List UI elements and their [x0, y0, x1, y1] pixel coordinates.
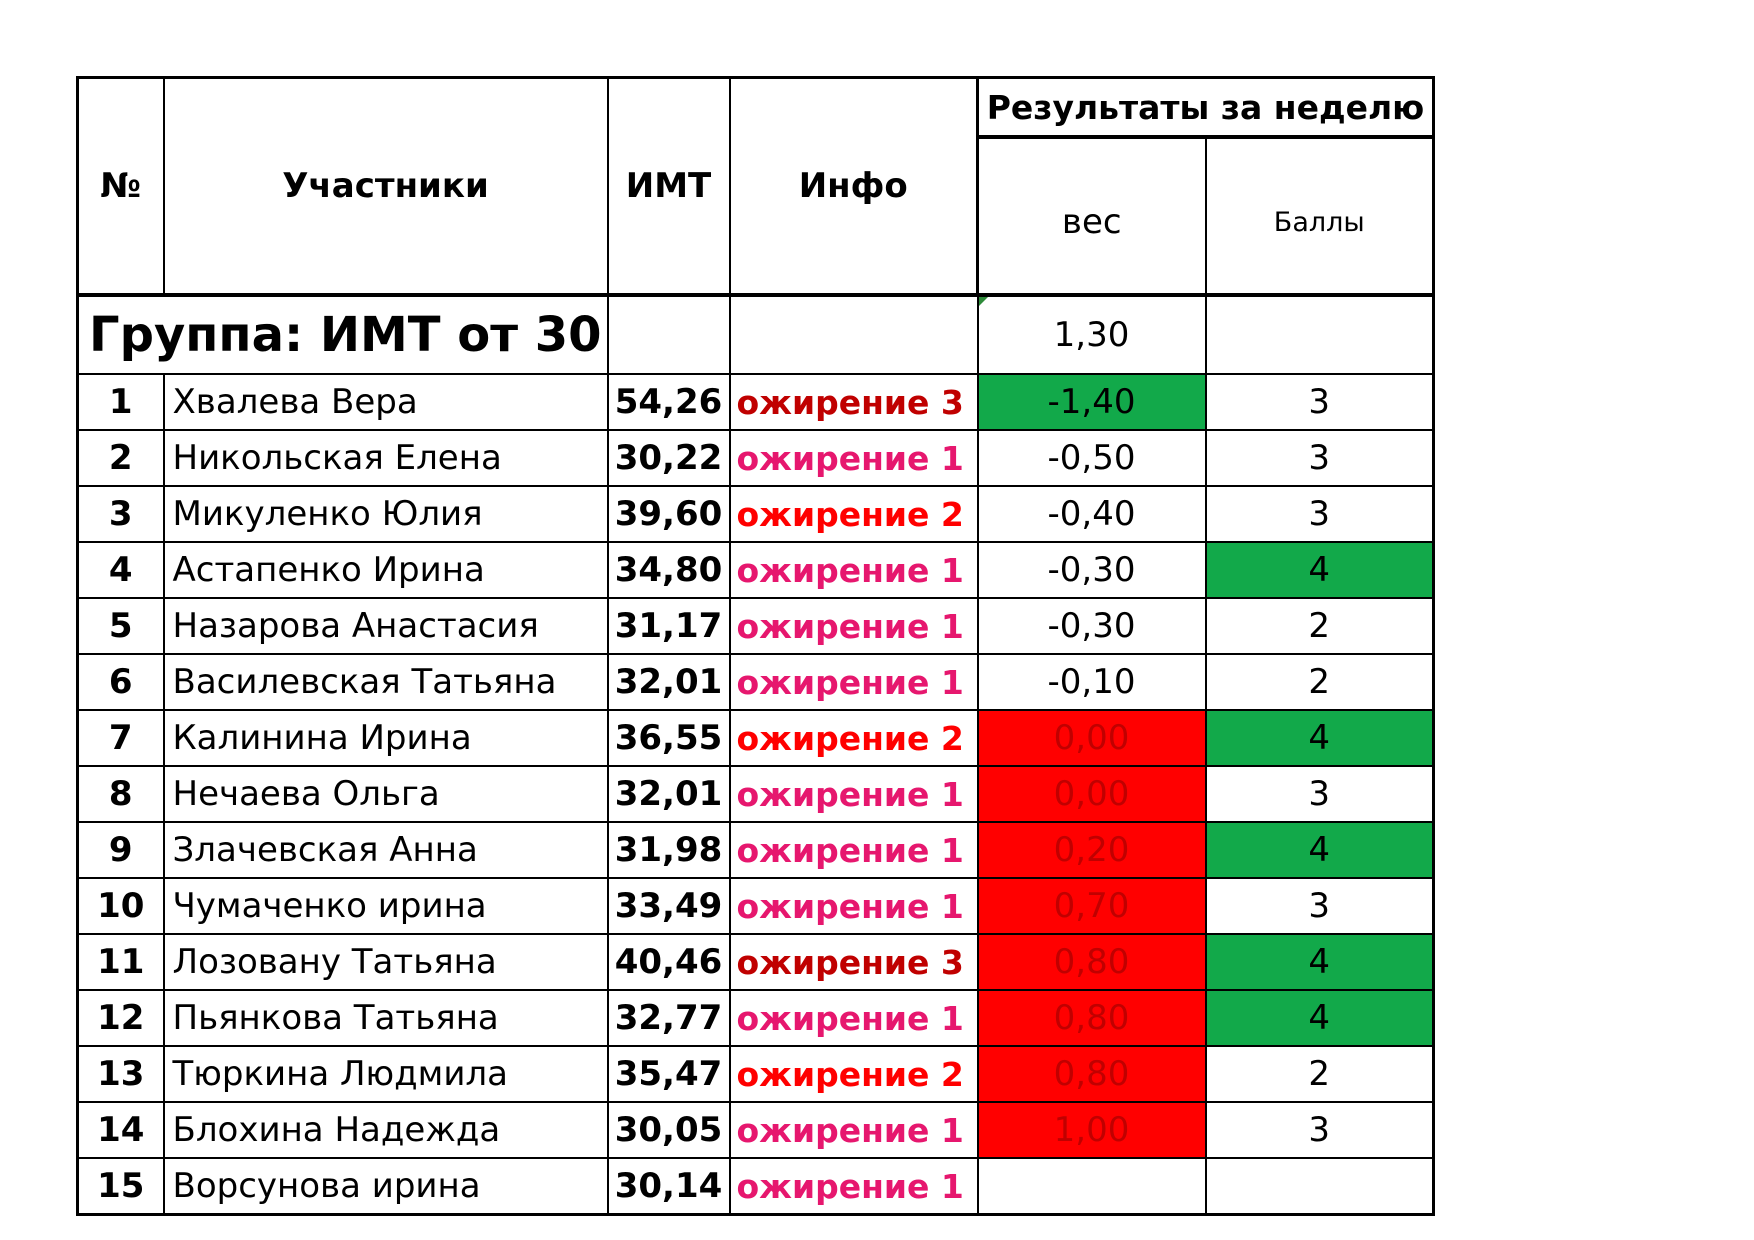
participant-name: Никольская Елена — [164, 430, 608, 486]
points-value: 4 — [1206, 710, 1434, 766]
weight-change: 1,00 — [978, 1102, 1206, 1158]
info-label: ожирение 2 — [730, 486, 978, 542]
points-value — [1206, 1158, 1434, 1215]
info-label: ожирение 1 — [730, 990, 978, 1046]
row-number: 8 — [78, 766, 164, 822]
group-info-cell — [730, 295, 978, 374]
table-row — [78, 542, 1434, 598]
table-row — [78, 654, 1434, 710]
weight-change: -0,10 — [978, 654, 1206, 710]
bmi-value: 40,46 — [608, 934, 730, 990]
participant-name: Тюркина Людмила — [164, 1046, 608, 1102]
row-number: 1 — [78, 374, 164, 430]
group-weight-cell — [978, 295, 1206, 374]
header-info: Инфо — [730, 78, 978, 296]
info-label: ожирение 1 — [730, 766, 978, 822]
group-title: Группа: ИМТ от 30 — [78, 295, 608, 374]
participant-name: Хвалева Вера — [164, 374, 608, 430]
points-value: 4 — [1206, 542, 1434, 598]
points-value: 3 — [1206, 430, 1434, 486]
info-label: ожирение 1 — [730, 598, 978, 654]
table-row — [78, 878, 1434, 934]
info-label: ожирение 3 — [730, 934, 978, 990]
bmi-value: 39,60 — [608, 486, 730, 542]
row-number: 12 — [78, 990, 164, 1046]
points-value: 2 — [1206, 598, 1434, 654]
weight-change: 0,70 — [978, 878, 1206, 934]
weight-change: 0,80 — [978, 990, 1206, 1046]
participant-name: Блохина Надежда — [164, 1102, 608, 1158]
points-value: 3 — [1206, 766, 1434, 822]
bmi-value: 30,22 — [608, 430, 730, 486]
info-label: ожирение 1 — [730, 822, 978, 878]
row-number: 9 — [78, 822, 164, 878]
table-row — [78, 766, 1434, 822]
table-row — [78, 486, 1434, 542]
participant-name: Василевская Татьяна — [164, 654, 608, 710]
weight-change: 0,00 — [978, 766, 1206, 822]
row-number: 15 — [78, 1158, 164, 1215]
header-points: Баллы — [1206, 137, 1434, 295]
participant-name: Калинина Ирина — [164, 710, 608, 766]
header-participants: Участники — [164, 78, 608, 296]
info-label: ожирение 2 — [730, 710, 978, 766]
weight-change: 0,80 — [978, 934, 1206, 990]
weight-change: -0,30 — [978, 598, 1206, 654]
bmi-value: 32,01 — [608, 766, 730, 822]
table-row — [78, 1158, 1434, 1215]
participant-name: Лозовану Татьяна — [164, 934, 608, 990]
bmi-value: 35,47 — [608, 1046, 730, 1102]
group-row — [78, 295, 1434, 374]
bmi-value: 32,01 — [608, 654, 730, 710]
info-label: ожирение 1 — [730, 1158, 978, 1215]
points-value: 3 — [1206, 1102, 1434, 1158]
bmi-value: 31,98 — [608, 822, 730, 878]
info-label: ожирение 1 — [730, 1102, 978, 1158]
header-bmi: ИМТ — [608, 78, 730, 296]
table-row — [78, 990, 1434, 1046]
weight-change: -0,40 — [978, 486, 1206, 542]
table-row — [78, 1046, 1434, 1102]
weight-change: 0,80 — [978, 1046, 1206, 1102]
participant-name: Злачевская Анна — [164, 822, 608, 878]
row-number: 4 — [78, 542, 164, 598]
participant-name: Назарова Анастасия — [164, 598, 608, 654]
header-weight: вес — [978, 137, 1206, 295]
info-label: ожирение 1 — [730, 878, 978, 934]
info-label: ожирение 1 — [730, 430, 978, 486]
points-value: 4 — [1206, 990, 1434, 1046]
info-label: ожирение 1 — [730, 654, 978, 710]
participant-name: Нечаева Ольга — [164, 766, 608, 822]
points-value: 4 — [1206, 934, 1434, 990]
points-value: 4 — [1206, 822, 1434, 878]
points-value: 2 — [1206, 654, 1434, 710]
bmi-value: 36,55 — [608, 710, 730, 766]
results-table — [76, 76, 1435, 1216]
participant-name: Чумаченко ирина — [164, 878, 608, 934]
row-number: 13 — [78, 1046, 164, 1102]
results-sheet — [76, 76, 1435, 1216]
participant-name: Пьянкова Татьяна — [164, 990, 608, 1046]
points-value: 3 — [1206, 374, 1434, 430]
points-value: 3 — [1206, 878, 1434, 934]
table-row — [78, 430, 1434, 486]
weight-change: -0,50 — [978, 430, 1206, 486]
group-points-cell — [1206, 295, 1434, 374]
cell-comment-marker — [979, 297, 988, 306]
points-value: 3 — [1206, 486, 1434, 542]
row-number: 10 — [78, 878, 164, 934]
group-weight: 1,30 — [1053, 315, 1130, 355]
header-weekly-results: Результаты за неделю — [978, 78, 1434, 138]
weight-change: 0,20 — [978, 822, 1206, 878]
weight-change — [978, 1158, 1206, 1215]
bmi-value: 30,05 — [608, 1102, 730, 1158]
table-row — [78, 822, 1434, 878]
header-num: № — [78, 78, 164, 296]
row-number: 3 — [78, 486, 164, 542]
info-label: ожирение 3 — [730, 374, 978, 430]
participant-name: Астапенко Ирина — [164, 542, 608, 598]
weight-change: 0,00 — [978, 710, 1206, 766]
row-number: 7 — [78, 710, 164, 766]
bmi-value: 54,26 — [608, 374, 730, 430]
participant-name: Ворсунова ирина — [164, 1158, 608, 1215]
bmi-value: 30,14 — [608, 1158, 730, 1215]
bmi-value: 33,49 — [608, 878, 730, 934]
row-number: 11 — [78, 934, 164, 990]
weight-change: -0,30 — [978, 542, 1206, 598]
bmi-value: 34,80 — [608, 542, 730, 598]
table-row — [78, 710, 1434, 766]
header-row-top — [78, 78, 1434, 138]
row-number: 2 — [78, 430, 164, 486]
weight-change: -1,40 — [978, 374, 1206, 430]
info-label: ожирение 1 — [730, 542, 978, 598]
points-value: 2 — [1206, 1046, 1434, 1102]
row-number: 6 — [78, 654, 164, 710]
bmi-value: 32,77 — [608, 990, 730, 1046]
participant-name: Микуленко Юлия — [164, 486, 608, 542]
bmi-value: 31,17 — [608, 598, 730, 654]
info-label: ожирение 2 — [730, 1046, 978, 1102]
table-row — [78, 374, 1434, 430]
table-row — [78, 598, 1434, 654]
table-row — [78, 1102, 1434, 1158]
row-number: 14 — [78, 1102, 164, 1158]
row-number: 5 — [78, 598, 164, 654]
group-bmi-cell — [608, 295, 730, 374]
table-row — [78, 934, 1434, 990]
